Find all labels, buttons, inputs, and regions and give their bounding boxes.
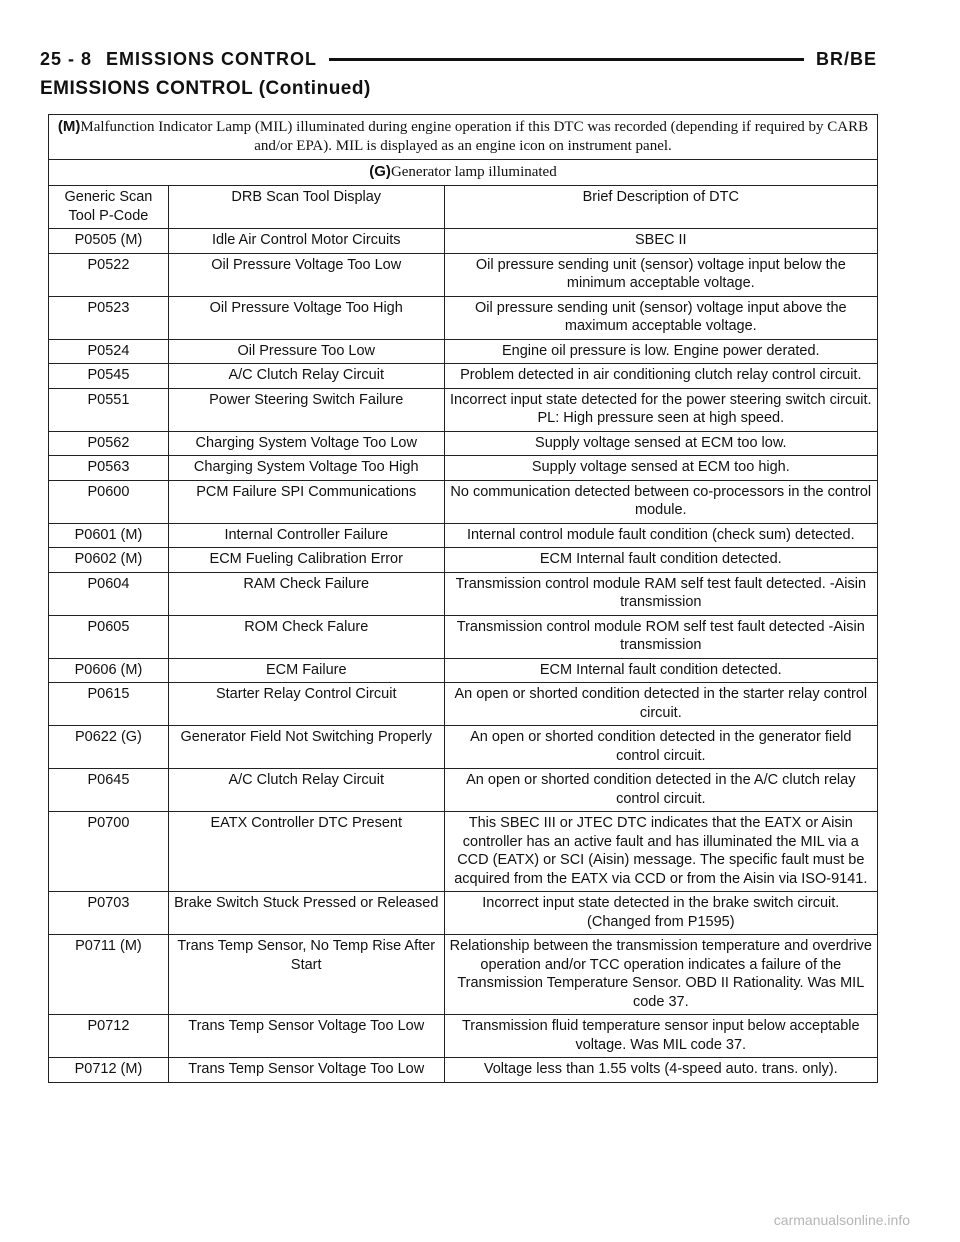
- drb-display-cell: ECM Failure: [168, 658, 444, 683]
- generator-note-tag: (G): [369, 163, 391, 180]
- description-cell: An open or shorted condition detected in the generator field control circuit.: [444, 726, 877, 769]
- drb-display-cell: Brake Switch Stuck Pressed or Released: [168, 892, 444, 935]
- dtc-code-cell: P0645: [49, 769, 169, 812]
- dtc-code-cell: P0522: [49, 253, 169, 296]
- description-cell: Oil pressure sending unit (sensor) voltage input below the minimum acceptable voltage.: [444, 253, 877, 296]
- mil-note-text: Malfunction Indicator Lamp (MIL) illuminated during engine operation if this DTC was recorded (depending if required by CARB and/or EPA). MIL is displayed as an engine icon on instrument panel.: [80, 119, 869, 154]
- mil-note-tag: (M): [57, 118, 81, 135]
- mil-note: [49, 115, 878, 160]
- dtc-code-cell: P0551: [49, 388, 169, 431]
- description-cell: Supply voltage sensed at ECM too high.: [444, 456, 877, 481]
- table-row: [49, 296, 878, 339]
- drb-display-cell: Trans Temp Sensor Voltage Too Low: [168, 1015, 444, 1058]
- watermark: carmanualsonline.info: [773, 1212, 910, 1228]
- dtc-code-cell: P0615: [49, 683, 169, 726]
- description-cell: This SBEC III or JTEC DTC indicates that the EATX or Aisin controller has an active fault and has illuminated the MIL via a CCD (EATX) or SCI (Aisin) message. The specific fault must be acquired from the EATX via CCD or from the Aisin via ISO-9141.: [444, 812, 877, 892]
- column-header-drb-display: DRB Scan Tool Display: [168, 186, 444, 229]
- column-header-row: [49, 186, 878, 229]
- description-cell: Transmission control module ROM self test fault detected -Aisin transmission: [444, 615, 877, 658]
- dtc-code-cell: P0562: [49, 431, 169, 456]
- drb-display-cell: Oil Pressure Voltage Too Low: [168, 253, 444, 296]
- table-row: [49, 523, 878, 548]
- drb-display-cell: Oil Pressure Voltage Too High: [168, 296, 444, 339]
- table-row: [49, 615, 878, 658]
- header-rule: [329, 58, 804, 61]
- description-cell: ECM Internal fault condition detected.: [444, 658, 877, 683]
- table-row: [49, 812, 878, 892]
- table-row: [49, 726, 878, 769]
- dtc-code-cell: P0700: [49, 812, 169, 892]
- table-row: [49, 253, 878, 296]
- description-cell: Incorrect input state detected in the brake switch circuit. (Changed from P1595): [444, 892, 877, 935]
- model-code: BR/BE: [815, 48, 877, 69]
- description-cell: Oil pressure sending unit (sensor) voltage input above the maximum acceptable voltage.: [444, 296, 877, 339]
- description-cell: An open or shorted condition detected in the A/C clutch relay control circuit.: [444, 769, 877, 812]
- dtc-code-cell: P0523: [49, 296, 169, 339]
- drb-display-cell: Starter Relay Control Circuit: [168, 683, 444, 726]
- drb-display-cell: ROM Check Falure: [168, 615, 444, 658]
- table-row: [49, 935, 878, 1015]
- table-row: [49, 388, 878, 431]
- dtc-code-cell: P0602 (M): [49, 548, 169, 573]
- drb-display-cell: Power Steering Switch Failure: [168, 388, 444, 431]
- drb-display-cell: Generator Field Not Switching Properly: [168, 726, 444, 769]
- dtc-code-cell: P0600: [49, 480, 169, 523]
- table-row: [49, 456, 878, 481]
- description-cell: ECM Internal fault condition detected.: [444, 548, 877, 573]
- description-cell: Voltage less than 1.55 volts (4-speed auto. trans. only).: [444, 1058, 877, 1083]
- dtc-code-cell: P0604: [49, 572, 169, 615]
- table-row: [49, 431, 878, 456]
- dtc-code-cell: P0505 (M): [49, 229, 169, 254]
- page-subtitle: EMISSIONS CONTROL (Continued): [40, 78, 371, 99]
- drb-display-cell: PCM Failure SPI Communications: [168, 480, 444, 523]
- description-cell: Incorrect input state detected for the power steering switch circuit. PL: High pressure seen at high speed.: [444, 388, 877, 431]
- drb-display-cell: Idle Air Control Motor Circuits: [168, 229, 444, 254]
- dtc-code-cell: P0545: [49, 364, 169, 389]
- drb-display-cell: Trans Temp Sensor, No Temp Rise After Start: [168, 935, 444, 1015]
- column-header-description: Brief Description of DTC: [444, 186, 877, 229]
- description-cell: No communication detected between co-processors in the control module.: [444, 480, 877, 523]
- mil-note-row: [49, 115, 878, 160]
- description-cell: Relationship between the transmission temperature and overdrive operation and/or TCC operation indicates a failure of the Transmission Temperature Sensor. OBD II Rationality. Was MIL code 37.: [444, 935, 877, 1015]
- table-row: [49, 892, 878, 935]
- drb-display-cell: Internal Controller Failure: [168, 523, 444, 548]
- drb-display-cell: Charging System Voltage Too High: [168, 456, 444, 481]
- table-row: [49, 1015, 878, 1058]
- drb-display-cell: Oil Pressure Too Low: [168, 339, 444, 364]
- table-row: [49, 548, 878, 573]
- description-cell: Transmission fluid temperature sensor input below acceptable voltage. Was MIL code 37.: [444, 1015, 877, 1058]
- dtc-code-cell: P0605: [49, 615, 169, 658]
- dtc-code-cell: P0606 (M): [49, 658, 169, 683]
- dtc-code-cell: P0711 (M): [49, 935, 169, 1015]
- dtc-code-cell: P0712: [49, 1015, 169, 1058]
- dtc-code-cell: P0712 (M): [49, 1058, 169, 1083]
- table-row: [49, 572, 878, 615]
- drb-display-cell: ECM Fueling Calibration Error: [168, 548, 444, 573]
- table-row: [49, 339, 878, 364]
- dtc-code-cell: P0563: [49, 456, 169, 481]
- table-row: [49, 683, 878, 726]
- description-cell: Problem detected in air conditioning clutch relay control circuit.: [444, 364, 877, 389]
- section-title: EMISSIONS CONTROL: [106, 48, 318, 69]
- drb-display-cell: EATX Controller DTC Present: [168, 812, 444, 892]
- page-header: [40, 44, 877, 74]
- table-row: [49, 364, 878, 389]
- dtc-code-cell: P0703: [49, 892, 169, 935]
- generator-note-row: [49, 160, 878, 186]
- description-cell: Supply voltage sensed at ECM too low.: [444, 431, 877, 456]
- dtc-code-cell: P0622 (G): [49, 726, 169, 769]
- column-header-p-code: Generic Scan Tool P-Code: [49, 186, 169, 229]
- description-cell: SBEC II: [444, 229, 877, 254]
- page-reference: 25 - 8: [40, 48, 93, 69]
- table-row: [49, 480, 878, 523]
- drb-display-cell: A/C Clutch Relay Circuit: [168, 364, 444, 389]
- table-row: [49, 769, 878, 812]
- description-cell: Internal control module fault condition (check sum) detected.: [444, 523, 877, 548]
- generator-note-text: Generator lamp illuminated: [390, 164, 557, 180]
- dtc-table: [48, 114, 878, 1083]
- drb-display-cell: Trans Temp Sensor Voltage Too Low: [168, 1058, 444, 1083]
- table-row: [49, 1058, 878, 1083]
- generator-note: [49, 160, 878, 186]
- drb-display-cell: RAM Check Failure: [168, 572, 444, 615]
- description-cell: An open or shorted condition detected in the starter relay control circuit.: [444, 683, 877, 726]
- table-row: [49, 658, 878, 683]
- dtc-code-cell: P0601 (M): [49, 523, 169, 548]
- dtc-code-cell: P0524: [49, 339, 169, 364]
- drb-display-cell: A/C Clutch Relay Circuit: [168, 769, 444, 812]
- table-row: [49, 229, 878, 254]
- description-cell: Transmission control module RAM self test fault detected. -Aisin transmission: [444, 572, 877, 615]
- description-cell: Engine oil pressure is low. Engine power derated.: [444, 339, 877, 364]
- drb-display-cell: Charging System Voltage Too Low: [168, 431, 444, 456]
